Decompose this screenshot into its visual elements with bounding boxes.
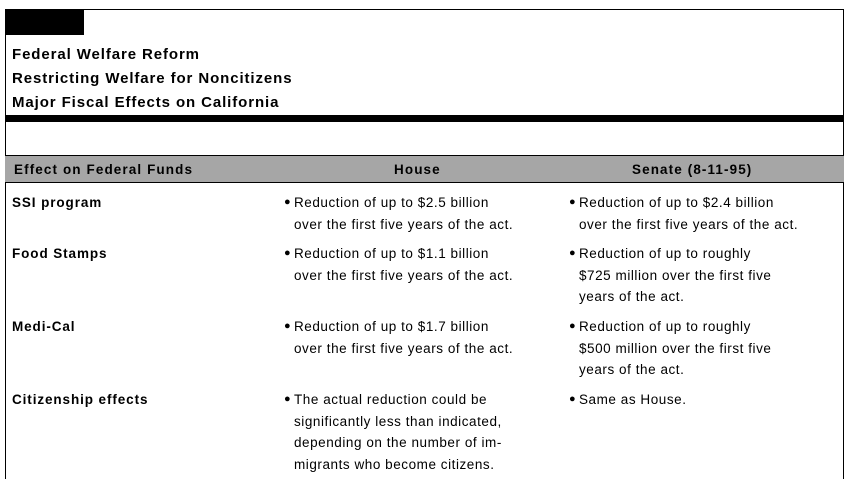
cell-line: years of the act.	[579, 362, 685, 377]
title-line-3: Major Fiscal Effects on California	[12, 94, 280, 111]
senate-cell	[569, 389, 849, 411]
header-house: House	[394, 162, 441, 177]
cell-line: over the first five years of the act.	[294, 267, 514, 283]
house-cell	[284, 316, 564, 359]
cell-line: $725 million over the first five	[579, 267, 772, 283]
senate-cell	[569, 192, 849, 235]
bullet-icon: ●	[284, 393, 292, 405]
cell-line: Reduction of up to roughly	[579, 319, 751, 334]
house-cell	[284, 389, 564, 475]
house-cell	[284, 243, 564, 286]
cell-line: Same as House.	[579, 392, 687, 407]
header-effect: Effect on Federal Funds	[14, 162, 194, 177]
bullet-icon: ●	[284, 196, 292, 208]
black-tab-marker	[5, 9, 84, 35]
row-label: SSI program	[12, 195, 103, 210]
cell-line: over the first five years of the act.	[294, 216, 514, 232]
cell-line: years of the act.	[579, 289, 685, 304]
bullet-icon: ●	[569, 320, 577, 332]
bullet-icon: ●	[569, 247, 577, 259]
title-divider	[5, 115, 844, 122]
bullet-icon: ●	[284, 320, 292, 332]
header-senate: Senate (8-11-95)	[632, 162, 753, 177]
row-label: Medi-Cal	[12, 319, 76, 334]
cell-line: Reduction of up to $2.5 billion	[294, 195, 489, 210]
table-header	[5, 155, 844, 183]
senate-cell	[569, 243, 849, 308]
cell-line: The actual reduction could be	[294, 392, 488, 407]
title-line-1: Federal Welfare Reform	[12, 46, 200, 63]
document-title	[12, 43, 292, 115]
cell-line: depending on the number of im-	[294, 435, 502, 450]
row-label: Food Stamps	[12, 246, 108, 261]
row-label: Citizenship effects	[12, 392, 149, 407]
senate-cell	[569, 316, 849, 381]
cell-line: significantly less than indicated,	[294, 413, 502, 429]
bullet-icon: ●	[569, 196, 577, 208]
cell-line: Reduction of up to $2.4 billion	[579, 195, 774, 210]
cell-line: Reduction of up to $1.1 billion	[294, 246, 489, 261]
cell-line: over the first five years of the act.	[294, 340, 514, 356]
title-line-2: Restricting Welfare for Noncitizens	[12, 70, 293, 87]
bullet-icon: ●	[569, 393, 577, 405]
bullet-icon: ●	[284, 247, 292, 259]
cell-line: $500 million over the first five	[579, 340, 772, 356]
cell-line: Reduction of up to roughly	[579, 246, 751, 261]
cell-line: migrants who become citizens.	[294, 456, 495, 472]
house-cell	[284, 192, 564, 235]
cell-line: Reduction of up to $1.7 billion	[294, 319, 489, 334]
cell-line: over the first five years of the act.	[579, 216, 799, 232]
